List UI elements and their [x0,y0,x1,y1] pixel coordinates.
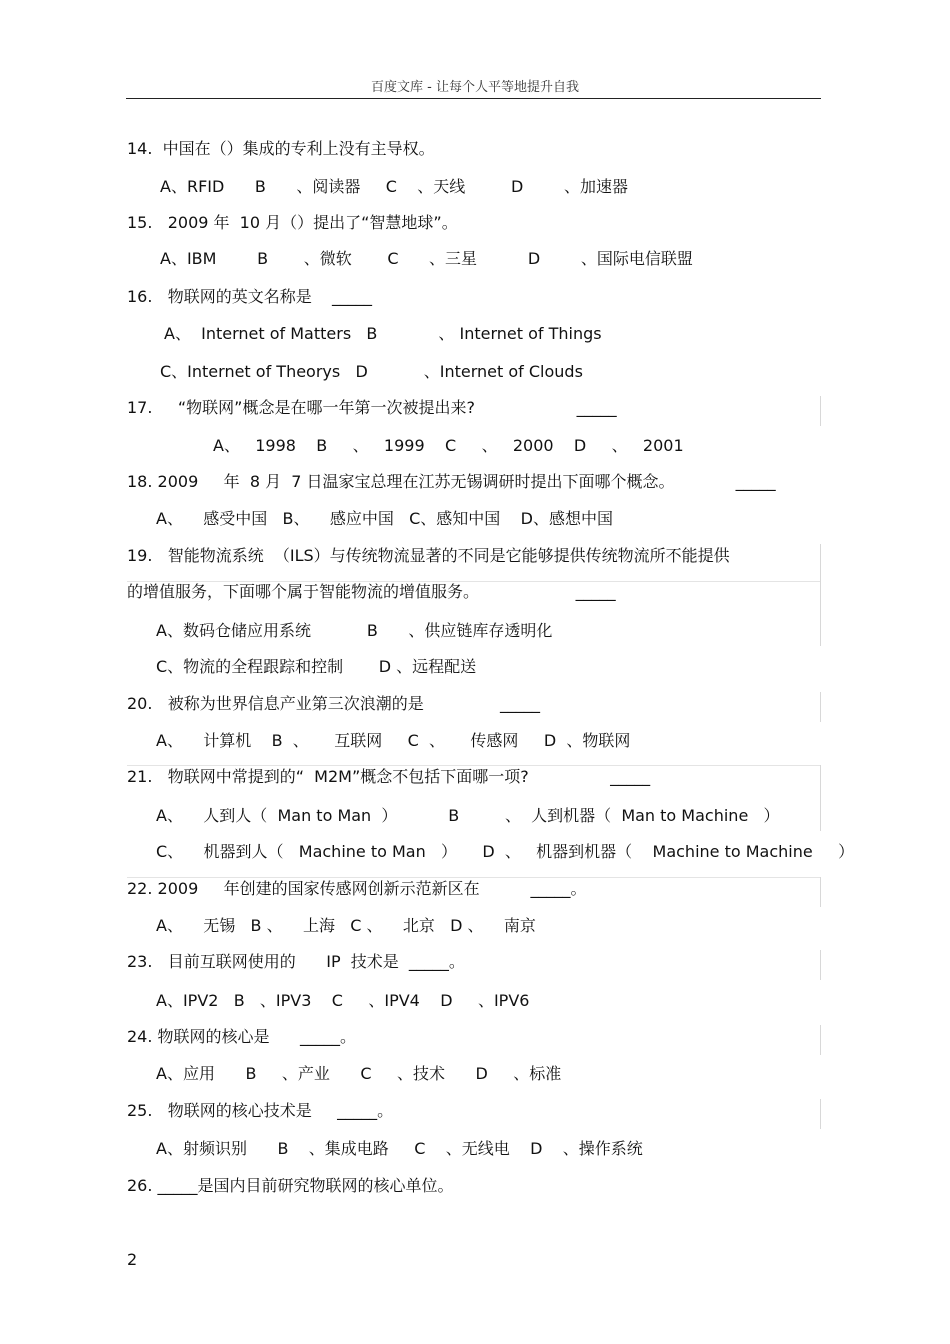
scan-rule [127,877,820,878]
options-19-ab: A、数码仓储应用系统 B 、供应链库存透明化 [156,621,553,640]
page-number: 2 [127,1250,138,1269]
question-22: 22. 2009 年创建的国家传感网创新示范新区在 _____。 [127,879,587,898]
question-14: 14. 中国在（）集成的专利上没有主导权。 [127,139,435,158]
options-16-ab: A、 Internet of Matters B 、 Internet of Things [164,324,602,343]
question-16: 16. 物联网的英文名称是 _____ [127,287,373,306]
options-14: A、RFID B 、阅读器 C 、天线 D 、加速器 [160,177,629,196]
page-header: 百度文库 - 让每个人平等地提升自我 [371,80,579,95]
question-15: 15. 2009 年 10 月（）提出了“智慧地球”。 [127,213,458,232]
question-24: 24. 物联网的核心是 _____。 [127,1027,357,1046]
options-19-cd: C、物流的全程跟踪和控制 D 、远程配送 [156,657,477,676]
scan-rule [820,544,821,646]
question-23: 23. 目前互联网使用的 IP 技术是 _____。 [127,952,465,971]
options-21-ab: A、 人到人（ Man to Man ） B 、 人到机器（ Man to Machine ） [156,806,780,825]
scan-rule [820,950,821,980]
scan-rule [820,1099,821,1129]
options-24: A、应用 B 、产业 C 、技术 D 、标准 [156,1064,562,1083]
options-15: A、IBM B 、微软 C 、三星 D 、国际电信联盟 [160,249,693,268]
question-19-line1: 19. 智能物流系统 （ILS）与传统物流显著的不同是它能够提供传统物流所不能提供 [127,546,730,565]
question-19-line2: 的增值服务，下面哪个属于智能物流的增值服务。 _____ [127,582,616,601]
options-20: A、 计算机 B 、 互联网 C 、 传感网 D 、物联网 [156,731,631,750]
question-20: 20. 被称为世界信息产业第三次浪潮的是 _____ [127,694,540,713]
scan-rule [820,877,821,907]
question-18: 18. 2009 年 8 月 7 日温家宝总理在江苏无锡调研时提出下面哪个概念。 _____ [127,472,776,491]
question-21: 21. 物联网中常提到的“ M2M”概念不包括下面哪一项? _____ [127,767,651,786]
scan-rule [127,581,820,582]
scan-rule [820,692,821,722]
options-23: A、IPV2 B 、IPV3 C 、IPV4 D 、IPV6 [156,991,530,1010]
options-16-cd: C、Internet of Theorys D 、Internet of Clouds [160,362,583,381]
options-25: A、射频识别 B 、集成电路 C 、无线电 D 、操作系统 [156,1139,643,1158]
scan-rule [820,396,821,426]
scan-rule [820,765,821,831]
options-18: A、 感受中国 B、 感应中国 C、感知中国 D、感想中国 [156,509,613,528]
question-26: 26. _____是国内目前研究物联网的核心单位。 [127,1176,454,1195]
header-rule [126,98,821,99]
question-17: 17. “物联网”概念是在哪一年第一次被提出来? _____ [127,398,617,417]
options-22: A、 无锡 B 、 上海 C 、 北京 D 、 南京 [156,916,536,935]
scan-rule [820,1025,821,1055]
options-17: A、 1998 B 、 1999 C 、 2000 D 、 2001 [213,436,684,455]
scan-rule [127,765,820,766]
options-21-cd: C、 机器到人（ Machine to Man ） D 、 机器到机器（ Machine to Machine ） [156,842,855,861]
question-25: 25. 物联网的核心技术是 _____。 [127,1101,394,1120]
